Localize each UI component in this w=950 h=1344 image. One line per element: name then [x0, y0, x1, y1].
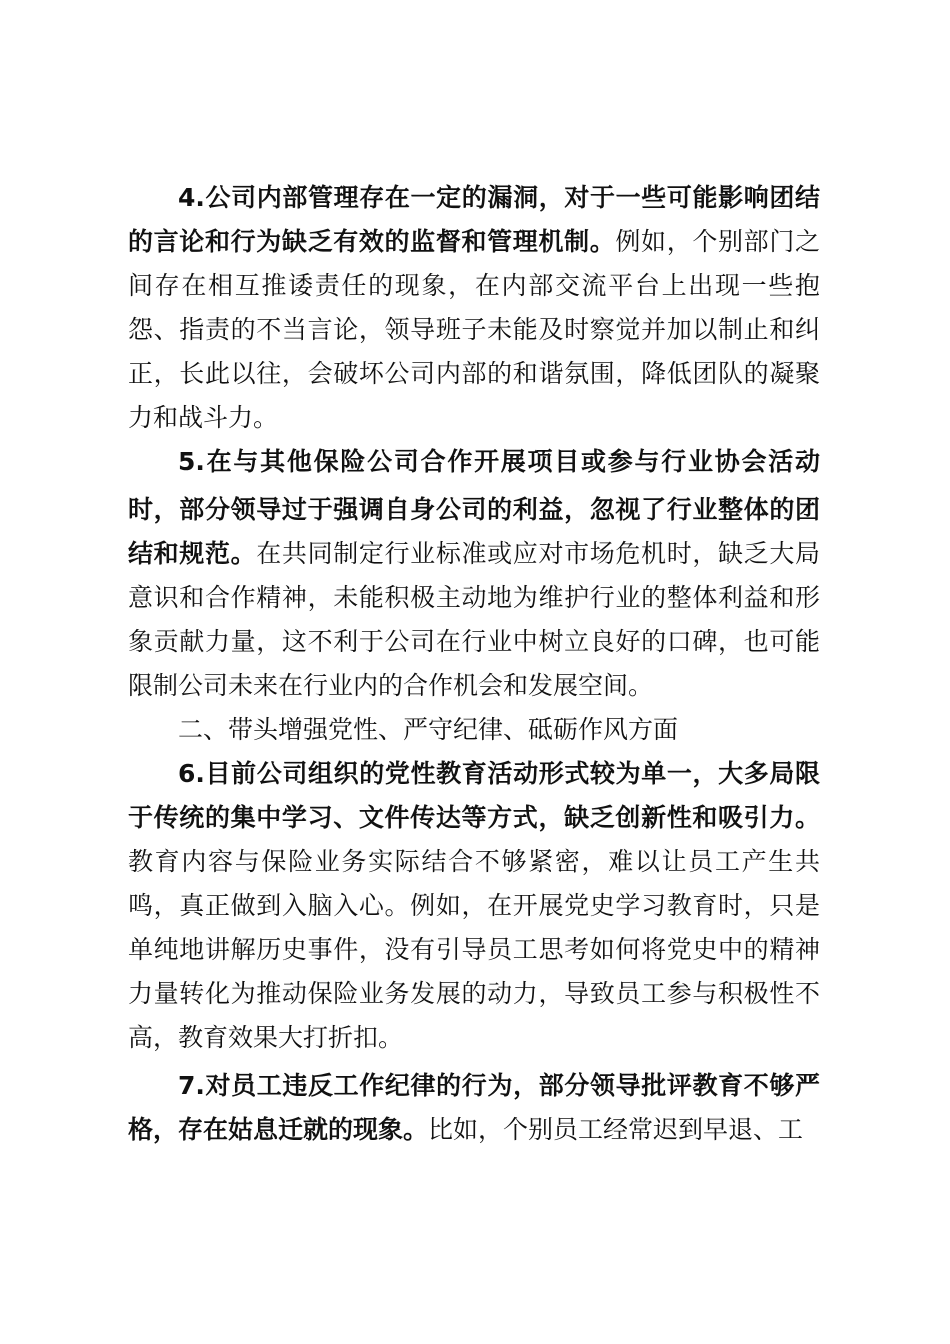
body-text: 比如，个别员工经常迟到早退、工: [428, 1115, 804, 1144]
bold-text: 格，存在姑息迁就的现象。: [128, 1115, 429, 1144]
text-line: [128, 576, 820, 620]
text-line: [128, 972, 820, 1016]
body-text: 象贡献力量，这不利于公司在行业中树立良好的口碑，也可能: [128, 627, 820, 656]
body-text: 力量转化为推动保险业务发展的动力，导致员工参与积极性不: [128, 979, 820, 1008]
text-line: [178, 752, 820, 796]
body-text: 二、带头增强党性、严守纪律、砥砺作风方面: [178, 715, 679, 744]
body-text: 正，长此以往，会破坏公司内部的和谐氛围，降低团队的凝聚: [128, 359, 820, 388]
body-text: 鸣，真正做到入脑入心。例如，在开展党史学习教育时，只是: [128, 891, 820, 920]
body-text: 间存在相互推诿责任的现象，在内部交流平台上出现一些抱: [128, 271, 820, 300]
text-line: [128, 488, 820, 532]
text-line: [128, 884, 820, 928]
body-text: 怨、指责的不当言论，领导班子未能及时察觉并加以制止和纠: [128, 315, 820, 344]
text-line: [178, 708, 820, 752]
bold-text: 6.目前公司组织的党性教育活动形式较为单一，大多局限: [178, 759, 820, 788]
body-text: 高，教育效果大打折扣。: [128, 1023, 404, 1052]
bold-text: 时，部分领导过于强调自身公司的利益，忽视了行业整体的团: [128, 495, 820, 524]
text-line: [128, 264, 820, 308]
text-line: [128, 1016, 820, 1060]
body-text: 在共同制定行业标准或应对市场危机时，缺乏大局: [256, 539, 820, 568]
text-line: [128, 928, 820, 972]
bold-text: 于传统的集中学习、文件传达等方式，缺乏创新性和吸引力。: [128, 803, 820, 832]
bold-text: 5.在与其他保险公司合作开展项目或参与行业协会活动: [178, 447, 820, 476]
text-line: [128, 532, 820, 576]
text-line: [128, 352, 820, 396]
body-text: 教育内容与保险业务实际结合不够紧密，难以让员工产生共: [128, 847, 820, 876]
text-line: [128, 620, 820, 664]
text-line: [178, 176, 820, 220]
text-line: [128, 396, 820, 440]
text-line: [178, 1064, 820, 1108]
bold-text: 结和规范。: [128, 539, 257, 568]
text-line: [128, 220, 820, 264]
text-line: [128, 308, 820, 352]
text-line: [178, 440, 820, 484]
bold-text: 7.对员工违反工作纪律的行为，部分领导批评教育不够严: [178, 1071, 820, 1100]
body-text: 意识和合作精神，未能积极主动地为维护行业的整体利益和形: [128, 583, 820, 612]
body-text: 力和战斗力。: [128, 403, 279, 432]
body-text: 例如，个别部门之: [615, 227, 820, 256]
bold-text: 的言论和行为缺乏有效的监督和管理机制。: [128, 227, 616, 256]
text-line: [128, 664, 820, 708]
bold-text: 4.公司内部管理存在一定的漏洞，对于一些可能影响团结: [178, 183, 820, 212]
text-line: [128, 840, 820, 884]
body-text: 单纯地讲解历史事件，没有引导员工思考如何将党史中的精神: [128, 935, 820, 964]
body-text: 限制公司未来在行业内的合作机会和发展空间。: [128, 671, 654, 700]
text-line: [128, 796, 820, 840]
text-line: [128, 1108, 820, 1152]
